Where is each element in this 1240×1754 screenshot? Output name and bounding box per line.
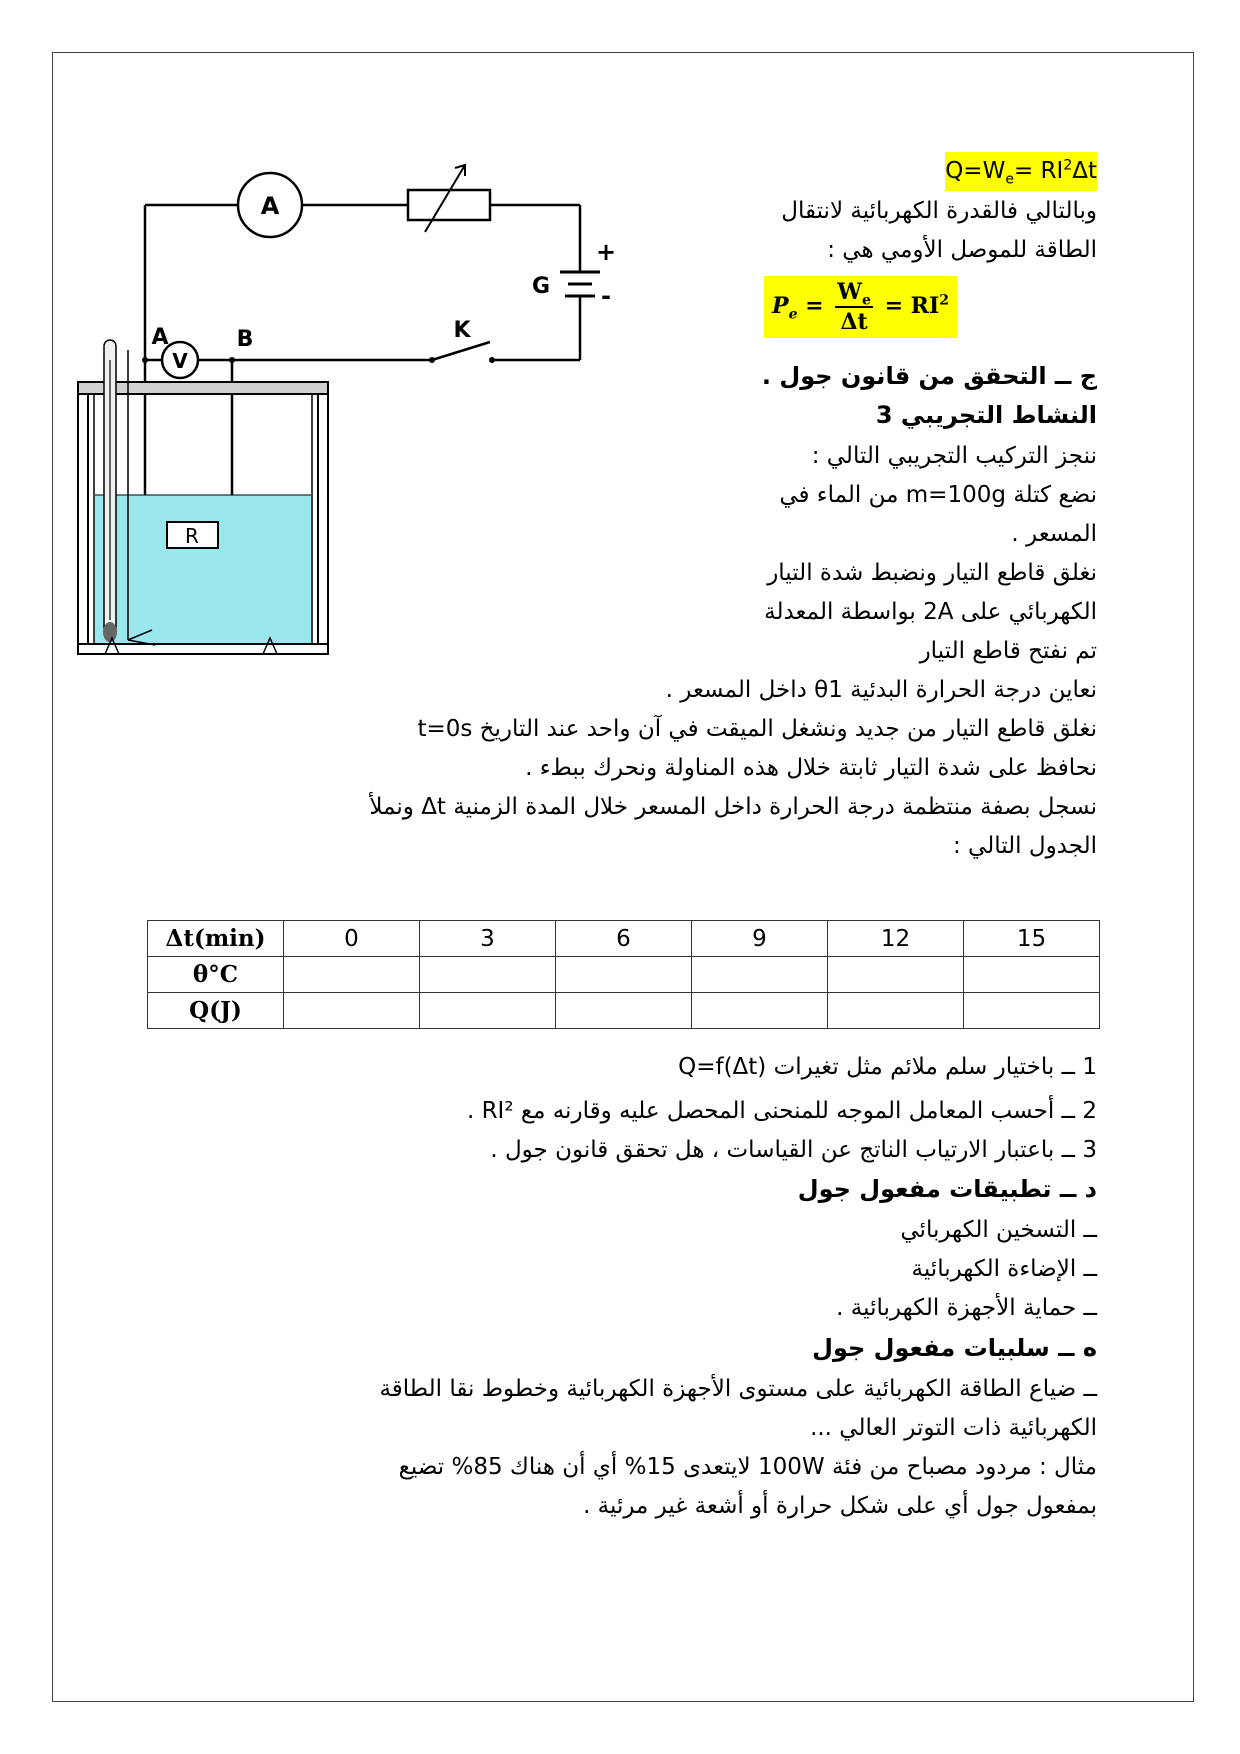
plus-label: + bbox=[595, 238, 617, 266]
application-2: ــ الإضاءة الكهربائية bbox=[911, 1256, 1097, 1282]
intro-line-2: الطاقة للموصل الأومي هي : bbox=[827, 237, 1097, 263]
power-den: Δt bbox=[840, 309, 868, 335]
power-p-sub: e bbox=[788, 306, 798, 323]
table-row bbox=[148, 993, 1100, 1029]
formula-e-sub: e bbox=[1005, 171, 1014, 188]
formula-q: Q=W bbox=[945, 158, 1006, 184]
question-2: 2 ــ أحسب المعامل الموجه للمنحنى المحصل عليه وقارنه مع RI² . bbox=[466, 1098, 1097, 1124]
formula-end: Δt bbox=[1072, 158, 1097, 184]
rheostat-icon bbox=[408, 190, 490, 220]
activity-line-8: نغلق قاطع التيار من جديد ونشغل الميقت في آن واحد عند التاريخ t=0s bbox=[417, 716, 1097, 742]
thermometer-icon bbox=[103, 340, 117, 642]
temperature-cell bbox=[692, 957, 828, 993]
heat-cell bbox=[420, 993, 556, 1029]
power-eq: = bbox=[805, 293, 824, 319]
power-rhs: = RI bbox=[884, 293, 940, 319]
power-formula bbox=[764, 276, 957, 338]
formula-mid: = RI bbox=[1013, 158, 1064, 184]
section-e-title: ه ــ سلبيات مفعول جول bbox=[812, 1334, 1097, 1362]
activity-line-11: الجدول التالي : bbox=[952, 833, 1097, 859]
activity-line-10: نسجل بصفة منتظمة درجة الحرارة داخل المسعر خلال المدة الزمنية Δt ونملأ bbox=[369, 794, 1097, 820]
table-row bbox=[148, 921, 1100, 957]
heat-formula-highlight bbox=[945, 152, 1097, 191]
time-cell: 9 bbox=[692, 921, 828, 957]
switch-label: K bbox=[453, 318, 471, 343]
intro-line-1: وبالتالي فالقدرة الكهربائية لانتقال bbox=[781, 198, 1097, 224]
minus-label: - bbox=[601, 282, 611, 310]
question-1: 1 ــ باختيار سلم ملائم مثل تغيرات Q=f(Δt) bbox=[678, 1054, 1097, 1080]
activity-line-1: ننجز التركيب التجريبي التالي : bbox=[811, 443, 1097, 469]
activity-line-2: نضع كتلة m=100g من الماء في bbox=[779, 482, 1097, 508]
application-1: ــ التسخين الكهربائي bbox=[900, 1217, 1097, 1243]
point-a-label: A bbox=[151, 325, 169, 350]
switch-icon bbox=[429, 342, 495, 363]
time-cell: 0 bbox=[284, 921, 420, 957]
temperature-cell bbox=[284, 957, 420, 993]
table-row bbox=[148, 957, 1100, 993]
heat-cell bbox=[828, 993, 964, 1029]
negatives-line-2: الكهربائية ذات التوتر العالي ... bbox=[810, 1415, 1097, 1441]
power-rhs-sup: 2 bbox=[939, 292, 949, 309]
time-cell: 15 bbox=[964, 921, 1100, 957]
temperature-cell bbox=[420, 957, 556, 993]
power-formula-box bbox=[764, 276, 957, 338]
circuit-diagram bbox=[60, 160, 620, 660]
activity-line-5: الكهربائي على 2A بواسطة المعدلة bbox=[764, 599, 1097, 625]
activity-line-9: نحافظ على شدة التيار ثابتة خلال هذه المناولة ونحرك ببطء . bbox=[525, 755, 1097, 781]
formula-sup: 2 bbox=[1063, 157, 1073, 174]
temperature-cell bbox=[556, 957, 692, 993]
heat-cell bbox=[284, 993, 420, 1029]
negatives-line-4: بمفعول جول أي على شكل حرارة أو أشعة غير مرئية . bbox=[583, 1493, 1097, 1519]
negatives-line-1: ــ ضياع الطاقة الكهربائية على مستوى الأجهزة الكهربائية وخطوط نقا الطاقة bbox=[379, 1376, 1097, 1402]
heat-formula bbox=[945, 152, 1097, 191]
time-cell: 3 bbox=[420, 921, 556, 957]
power-p: P bbox=[772, 293, 789, 319]
question-3: 3 ــ باعتبار الارتياب الناتج عن القياسات ، هل تحقق قانون جول . bbox=[490, 1137, 1097, 1163]
negatives-line-3: مثال : مردود مصباح من فئة 100W لايتعدى 15% أي أن هناك 85% تضيع bbox=[398, 1454, 1097, 1480]
power-num: W bbox=[837, 279, 862, 305]
power-fraction bbox=[835, 278, 873, 336]
header-temperature: θ°C bbox=[148, 957, 284, 993]
activity-line-6: تم نفتح قاطع التيار bbox=[919, 638, 1097, 664]
heat-cell bbox=[556, 993, 692, 1029]
ammeter-label: A bbox=[260, 192, 280, 220]
activity-title: النشاط التجريبي 3 bbox=[875, 401, 1097, 429]
section-c-title: ج ــ التحقق من قانون جول . bbox=[761, 362, 1097, 390]
heat-cell bbox=[964, 993, 1100, 1029]
temperature-cell bbox=[828, 957, 964, 993]
activity-line-4: نغلق قاطع التيار ونضبط شدة التيار bbox=[767, 560, 1097, 586]
header-time: Δt(min) bbox=[148, 921, 284, 957]
point-b-label: B bbox=[236, 327, 254, 352]
time-cell: 12 bbox=[828, 921, 964, 957]
generator-label: G bbox=[531, 274, 550, 299]
section-d-title: د ــ تطبيقات مفعول جول bbox=[797, 1175, 1097, 1203]
header-heat: Q(J) bbox=[148, 993, 284, 1029]
generator-icon bbox=[560, 272, 600, 296]
heat-cell bbox=[692, 993, 828, 1029]
resistor-label: R bbox=[185, 524, 199, 548]
temperature-cell bbox=[964, 957, 1100, 993]
voltmeter-label: V bbox=[172, 349, 188, 373]
activity-line-7: نعاين درجة الحرارة البدئية θ1 داخل المسعر . bbox=[665, 677, 1097, 703]
time-cell: 6 bbox=[556, 921, 692, 957]
application-3: ــ حماية الأجهزة الكهربائية . bbox=[836, 1295, 1097, 1321]
power-num-sub: e bbox=[861, 292, 871, 309]
activity-line-3: المسعر . bbox=[1011, 521, 1097, 547]
measurement-table bbox=[147, 920, 1100, 1029]
